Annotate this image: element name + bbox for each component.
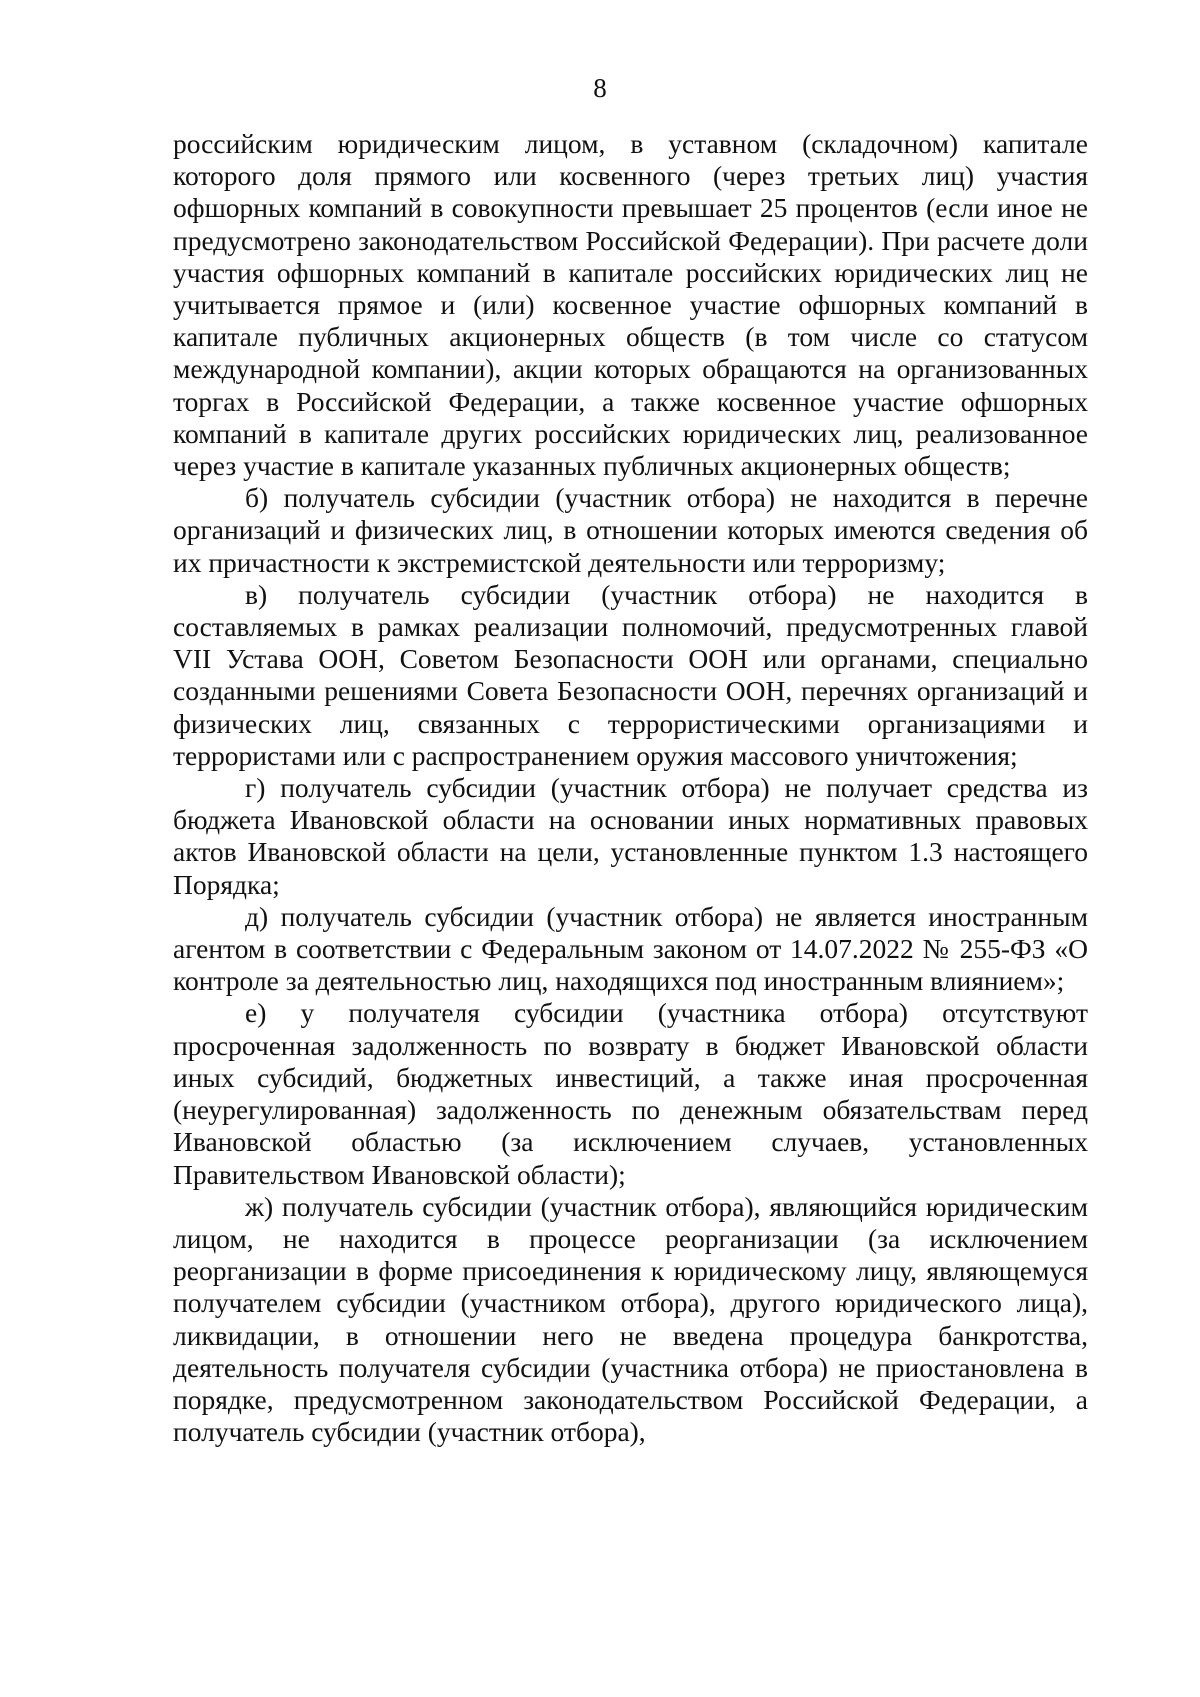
paragraph-item-zh: ж) получатель субсидии (участник отбора), являющийся юридическим лицом, не находится в процессе реорганизации (за исключением реорганизации в форме присоединения к юридическому лицу, являющемуся получателем субсидии (участником отбора), другого юридического лица), ликвидации, в отношении него не введена процедура банкротства, деятельность получателя субсидии (участника отбора) не приостановлена в порядке, предусмотренном законодательством Российской Федерации, а получатель субсидии (участник отбора), bbox=[173, 1190, 1088, 1448]
paragraph-item-d: д) получатель субсидии (участник отбора) не является иностранным агентом в соответствии с Федеральным законом от 14.07.2022 № 255-ФЗ «О контроле за деятельностью лиц, находящихся под иностранным влиянием»; bbox=[173, 900, 1088, 997]
paragraph-item-v: в) получатель субсидии (участник отбора) не находится в составляемых в рамках реализации полномочий, предусмотренных главой VII Устава ООН, Советом Безопасности ООН или органами, специально созданными решениями Совета Безопасности ООН, перечнях организаций и физических лиц, связанных с террористическими организациями и террористами или с распространением оружия массового уничтожения; bbox=[173, 578, 1088, 771]
paragraph-item-e: е) у получателя субсидии (участника отбора) отсутствуют просроченная задолженность по возврату в бюджет Ивановской области иных субсидий, бюджетных инвестиций, а также иная просроченная (неурегулированная) задолженность по денежным обязательствам перед Ивановской областью (за исключением случаев, установленных Правительством Ивановской области); bbox=[173, 997, 1088, 1190]
page-number: 8 bbox=[593, 73, 607, 103]
paragraph-item-g: г) получатель субсидии (участник отбора) не получает средства из бюджета Ивановской области на основании иных нормативных правовых актов Ивановской области на цели, установленные пунктом 1.3 настоящего Порядка; bbox=[173, 772, 1088, 900]
paragraph-item-b: б) получатель субсидии (участник отбора) не находится в перечне организаций и физических лиц, в отношении которых имеются сведения об их причастности к экстремистской деятельности или терроризму; bbox=[173, 482, 1088, 578]
document-body bbox=[173, 128, 1088, 1448]
paragraph-continuation: российским юридическим лицом, в уставном (складочном) капитале которого доля прямого или косвенного (через третьих лиц) участия офшорных компаний в совокупности превышает 25 процентов (если иное не предусмотрено законодательством Российской Федерации). При расчете доли участия офшорных компаний в капитале российских юридических лиц не учитывается прямое и (или) косвенное участие офшорных компаний в капитале публичных акционерных обществ (в том числе со статусом международной компании), акции которых обращаются на организованных торгах в Российской Федерации, а также косвенное участие офшорных компаний в капитале других российских юридических лиц, реализованное через участие в капитале указанных публичных акционерных обществ; bbox=[173, 128, 1088, 482]
